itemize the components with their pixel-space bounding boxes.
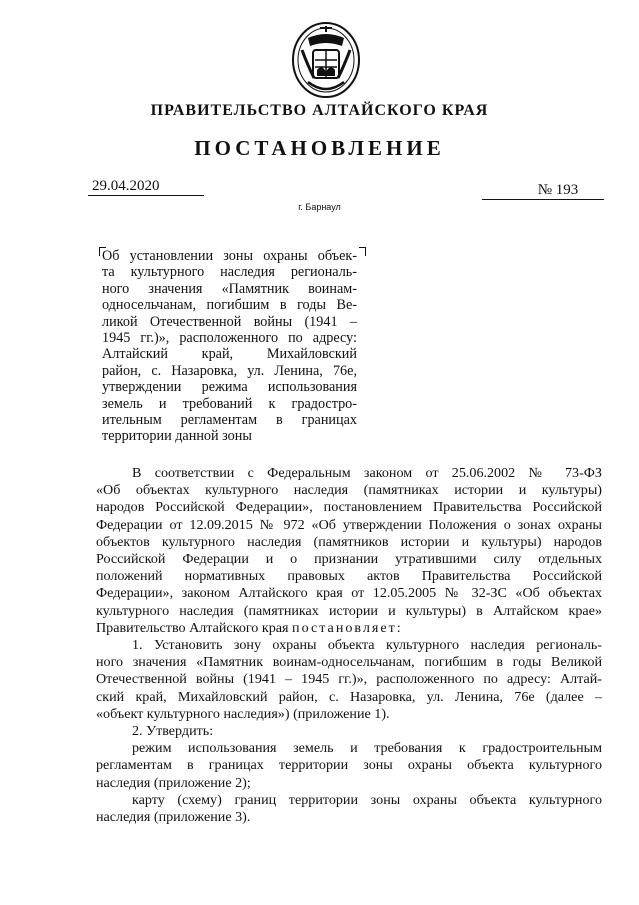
document-type-title: ПОСТАНОВЛЕНИЕ: [194, 136, 445, 160]
subject-line: утверждении режима использования: [102, 379, 357, 396]
item2-heading: 2. Утвердить:: [132, 723, 214, 740]
document-body: [96, 465, 602, 826]
item1-line: ский край, Михайловский район, с. Назаровка, ул. Ленина, 76е (далее –: [96, 688, 602, 705]
item2b-line: карту (схему) границ территории зоны охраны объекта культурного: [132, 791, 602, 808]
body-line: В соответствии с Федеральным законом от 25.06.2002 № 73-ФЗ: [132, 465, 602, 481]
body-line: Федерации от 12.09.2015 № 972 «Об утверждении Положения о зонах охраны: [96, 516, 602, 533]
body-line: объектов культурного наследия (памятников истории и культуры) народов: [96, 533, 602, 550]
document-subject: [102, 248, 357, 445]
document-number: № 193: [482, 182, 604, 200]
subject-line: односельчанам, погибшим в годы Ве-: [102, 297, 357, 314]
subject-line: ительным регламентам в границах: [102, 412, 357, 429]
item1-line: Отечественной войны (1941 – 1945 гг.)», расположенного по адресу: Алтай-: [96, 671, 602, 688]
resolves-word: постановляет:: [292, 619, 403, 636]
body-line: положений нормативных правовых актов Правительства Российской: [96, 568, 602, 585]
body-line: «Об объектах культурного наследия (памятниках истории и культуры): [96, 482, 602, 499]
body-line: Федерации», законом Алтайского края от 12.05.2005 № 32-ЗС «Об объектах: [96, 585, 602, 602]
item1-line: ного значения «Памятник воинам-односельчанам, погибшим в годы Великой: [96, 654, 602, 671]
government-title: ПРАВИТЕЛЬСТВО АЛТАЙСКОГО КРАЯ: [150, 102, 489, 119]
subject-line: Об установлении зоны охраны объек-: [102, 248, 357, 264]
subject-line: ликой Отечественной войны (1941 –: [102, 313, 357, 330]
resolves-prefix: Правительство Алтайского края: [96, 619, 293, 636]
subject-line: Алтайский край, Михайловский: [102, 346, 357, 363]
item1-line: 1. Установить зону охраны объекта культурного наследия региональ-: [132, 637, 602, 654]
body-line: Российской Федерации и о признании утратившими силу отдельных: [96, 551, 602, 568]
city-label: г. Барнаул: [298, 202, 341, 212]
subject-line: земель и требований к градостро-: [102, 395, 357, 412]
item2a-line: режим использования земель и требования к градостроительным: [132, 740, 602, 757]
document-date: 29.04.2020: [88, 178, 204, 196]
altai-krai-coat-of-arms-icon: [286, 20, 366, 100]
body-line: культурного наследия (памятниках истории и культуры) в Алтайском крае»: [96, 602, 602, 619]
subject-line: территории данной зоны: [102, 428, 252, 445]
item2b-line: наследия (приложение 3).: [96, 809, 251, 826]
item2a-line: регламентам в границах территории зоны охраны объекта культурного: [96, 757, 602, 774]
item1-line: «объект культурного наследия») (приложение 1).: [96, 705, 390, 722]
subject-bracket-right: [359, 247, 366, 256]
subject-line: район, с. Назаровка, ул. Ленина, 76е,: [102, 362, 357, 379]
body-line: народов Российской Федерации», постановлением Правительства Российской: [96, 499, 602, 516]
subject-line: ного значения «Памятник воинам-: [102, 280, 357, 297]
resolves-line: [96, 620, 602, 637]
subject-line: 1945 гг.)», расположенного по адресу:: [102, 330, 357, 347]
subject-line: та культурного наследия региональ-: [102, 264, 357, 281]
item2a-line: наследия (приложение 2);: [96, 774, 251, 791]
